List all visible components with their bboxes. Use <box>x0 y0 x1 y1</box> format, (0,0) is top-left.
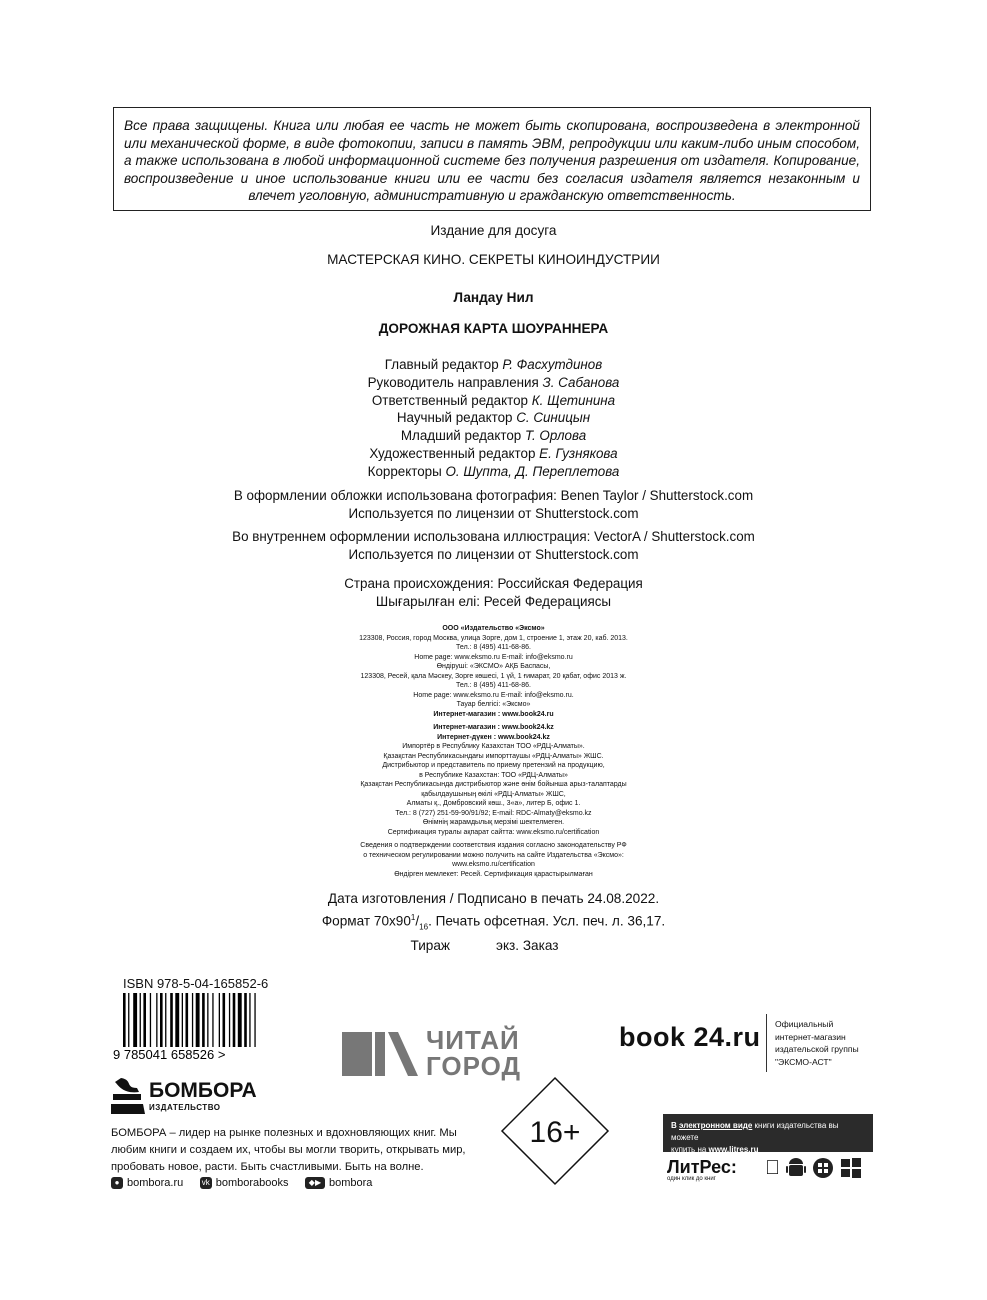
book24-logo: book 24.ru <box>619 1022 761 1052</box>
publisher-line: Тел.: 8 (495) 411-68-86. <box>456 644 531 651</box>
barcode-bar <box>140 993 141 1047</box>
publisher-line: Өндіруші: «ЭКСМО» АҚБ Баспасы, <box>436 663 551 670</box>
litres-line2 <box>671 1144 865 1156</box>
publisher-line: 123308, Россия, город Москва, улица Зорге, дом 1, строение 1, этаж 20, каб. 2013. <box>359 634 628 642</box>
android-icon <box>786 1157 806 1179</box>
credit-role: Главный редактор <box>384 357 499 372</box>
social-web[interactable] <box>111 1177 183 1189</box>
book-title: ДОРОЖНАЯ КАРТА ШОУРАННЕРА <box>378 321 609 336</box>
credit-name: Т. Орлова <box>525 428 587 444</box>
credit-role: Ответственный редактор <box>371 392 528 408</box>
credit-line <box>0 356 987 374</box>
publisher-line: Тел.: 8 (495) 411-68-86. <box>456 682 531 689</box>
barcode-bar <box>160 993 163 1047</box>
publisher-line: Өндірген мемлекет: Ресей. Сертификация қарастырылмаған <box>394 870 593 878</box>
credit-role: Корректоры <box>367 463 442 479</box>
publisher-line: Қазақстан Республикасында дистрибьютор және өнім бойынша арыз-талаптарды <box>360 781 627 788</box>
run-line <box>0 936 987 955</box>
inner-illustration-line: Во внутреннем оформлении использована иллюстрация: VectorA / Shutterstock.com <box>232 529 755 544</box>
publisher-line: Қазақстан Республикасындағы импорттаушы «РДЦ-Алматы» ЖШС. <box>383 752 604 760</box>
barcode <box>113 993 293 1063</box>
country-block <box>0 575 987 611</box>
social-web-label: bombora.ru <box>127 1177 184 1189</box>
publisher-line: www.eksmo.ru/certification <box>452 861 535 868</box>
bombora-social <box>111 1172 384 1190</box>
barcode-bar <box>196 993 200 1047</box>
publisher-line: о техническом регулировании можно получить на сайте Издательства «Эксмо»: <box>363 851 624 859</box>
credit-line <box>0 409 987 427</box>
litres-slogan: один клик до книг <box>667 1176 716 1182</box>
inner-license-line: Используется по лицензии от Shutterstock.com <box>348 546 639 562</box>
publisher-line: қабылдаушының өкілі «РДЦ-Алматы» ЖШС, <box>421 790 566 798</box>
credit-name: О. Шупта, Д. Переплетова <box>445 463 620 479</box>
book24-caption-1: Официальный <box>775 1019 834 1029</box>
edition-type: Издание для досуга <box>430 223 557 238</box>
age-rating-badge <box>500 1076 610 1186</box>
cover-license-line: Используется по лицензии от Shutterstock.com <box>348 505 639 521</box>
country-kz: Шығарылған елі: Ресей Федерациясы <box>375 593 612 609</box>
bombora-description: БОМБОРА – лидер на рынке полезных и вдохновляющих книг. Мы любим книги и создаем их, чтобы вы могли творить, открывать мир, пробовать новое, расти. Быть счастливыми. Быть на волне. <box>111 1127 466 1173</box>
litres-l2a: купить на <box>671 1145 709 1154</box>
book24-caption-3: издательской группы <box>775 1044 859 1054</box>
publisher-line: в Республике Казахстан: ТОО «РДЦ-Алматы» <box>419 771 568 779</box>
bombora-wave-icon <box>111 1076 147 1116</box>
barcode-bar <box>238 993 242 1047</box>
barcode-bar <box>175 993 179 1047</box>
bombora-sub: ИЗДАТЕЛЬСТВО <box>149 1103 221 1112</box>
barcode-bar <box>128 993 129 1047</box>
litres-l1a: В <box>671 1121 679 1130</box>
publisher-line: Интернет-дүкен : www.book24.kz <box>437 733 550 741</box>
format-line: Формат $70x90^1/_{16}$. Печать офсетная. Усл. печ. л. 36,17. <box>321 913 666 932</box>
barcode-bar <box>156 993 157 1047</box>
barcode-bar <box>143 993 146 1047</box>
format-num: 1 <box>410 913 416 922</box>
cover-photo-line: В оформлении обложки использована фотография: Benen Taylor / Shutterstock.com <box>233 488 754 503</box>
social-vk[interactable] <box>200 1177 289 1189</box>
windows-phone-icon <box>812 1157 834 1179</box>
barcode-bar <box>150 993 151 1047</box>
format-den: 16 <box>419 922 429 932</box>
publisher-line: Сертификация туралы ақпарат сайтта: www.eksmo.ru/certification <box>387 828 600 836</box>
barcode-bar <box>223 993 226 1047</box>
publisher-line: Өнімнің жарамдылық мерзімі шектелмеген. <box>422 819 565 826</box>
order-label: экз. Заказ <box>496 938 559 954</box>
litres-banner <box>663 1114 873 1152</box>
barcode-bar <box>182 993 183 1047</box>
chitai-gorod-line1: ЧИТАЙ <box>426 1025 520 1055</box>
publisher-line: Дистрибьютор и представитель по приему претензий на продукцию, <box>382 762 605 769</box>
credit-name: Е. Гузнякова <box>539 445 618 461</box>
apple-icon <box>765 1157 780 1180</box>
book24-caption <box>775 1018 859 1068</box>
publisher-line: Импортёр в Республику Казахстан ТОО «РДЦ-Алматы». <box>402 743 585 750</box>
barcode-bar <box>249 993 250 1047</box>
credit-role: Младший редактор <box>400 428 522 444</box>
barcode-bar <box>207 993 208 1047</box>
bombora-logo <box>111 1076 261 1116</box>
litres-logo: ЛитРес: <box>667 1157 737 1177</box>
publisher-line: Home page: www.eksmo.ru E-mail: info@eksmo.ru <box>414 653 573 661</box>
rights-notice: Все права защищены. Книга или любая ее часть не может быть скопирована, воспроизведена в электронной или механической форме, в виде фотокопии, записи в память ЭВМ, репродукции или каким-либо иным способом, а также использована в любой информационной системе без получения разрешения от издателя. Копирование, воспроизведение и иное использование книги или ее части без согласия издателя является незаконным и влечет уголовную, административную и гражданскую ответственность. <box>124 118 860 204</box>
chitai-gorod-line2: ГОРОД <box>426 1051 522 1081</box>
run-label: Тираж <box>410 938 451 954</box>
book24-caption-4: "ЭКСМО-АСТ" <box>775 1056 832 1067</box>
barcode-bar <box>229 993 230 1047</box>
social-vk-label: bomborabooks <box>215 1177 289 1189</box>
publisher-line: Тауар белгісі: «Эксмо» <box>456 701 531 708</box>
country-ru: Страна происхождения: Российская Федерация <box>344 576 643 591</box>
barcode-bar <box>254 993 255 1047</box>
chitai-gorod-logo <box>342 1024 527 1080</box>
barcode-bar <box>123 993 126 1047</box>
vk-icon: vk <box>201 1178 210 1187</box>
book24-divider <box>766 1014 767 1072</box>
barcode-bar <box>170 993 173 1047</box>
publisher-line: Сведения о подтверждении соответствия издания согласно законодательству РФ <box>360 842 627 849</box>
publisher-line: Home page: www.eksmo.ru E-mail: info@eksmo.ru. <box>413 691 574 699</box>
print-date: Дата изготовления / Подписано в печать 24.08.2022. <box>327 891 660 906</box>
social-telegram[interactable] <box>305 1177 372 1189</box>
credit-name: Р. Фасхутдинов <box>502 357 603 372</box>
credit-line <box>0 374 987 392</box>
publisher-info <box>0 624 987 879</box>
litres-l1b: электронном виде <box>679 1121 753 1130</box>
litres-l2b: www.litres.ru <box>708 1145 759 1154</box>
publisher-line: Алматы қ., Домбровский көш., 3«а», литер Б, офис 1. <box>406 800 581 807</box>
litres-line1 <box>671 1120 865 1144</box>
cover-photo-credit <box>0 487 987 523</box>
chitai-gorod-emblem-icon <box>342 1030 422 1086</box>
rights-notice-box <box>113 107 871 211</box>
credit-line <box>0 463 987 481</box>
credit-line <box>0 427 987 445</box>
author: Ландау Нил <box>453 290 534 305</box>
credit-name: З. Сабанова <box>542 374 620 390</box>
credit-role: Научный редактор <box>396 410 513 426</box>
credit-line <box>0 392 987 410</box>
isbn: ISBN 978-5-04-165852-6 <box>123 976 269 991</box>
credit-role: Художественный редактор <box>369 445 536 461</box>
format-suffix: . Печать офсетная. Усл. печ. л. 36,17. <box>428 913 666 929</box>
litres-l1c: книги издательства вы можете <box>671 1121 839 1142</box>
book24-caption-2: интернет-магазин <box>775 1031 846 1042</box>
windows-icon <box>840 1157 862 1179</box>
social-telegram-label: bombora <box>328 1177 373 1189</box>
publisher-line: 123308, Ресей, қала Мәскеу, Зорге көшесі, 1 үй, 1 ғимарат, 20 қабат, офис 2013 ж. <box>360 672 627 680</box>
barcode-bar <box>233 993 236 1047</box>
publisher-line: ООО «Издательство «Эксмо» <box>442 625 545 632</box>
telegram-icon: ◆▶ <box>305 1177 325 1189</box>
platform-icons <box>765 1157 862 1180</box>
credits-list <box>0 356 987 481</box>
barcode-bar <box>165 993 166 1047</box>
publisher-line: Интернет-магазин : www.book24.ru <box>433 710 554 718</box>
age-rating: 16+ <box>529 1116 581 1149</box>
credit-name: К. Щетинина <box>531 392 616 408</box>
inner-illustration-credit <box>0 528 987 564</box>
barcode-bar <box>219 993 220 1047</box>
bombora-name: БОМБОРА <box>149 1079 257 1102</box>
barcode-bar <box>202 993 205 1047</box>
credit-role: Руководитель направления <box>367 374 539 390</box>
series-title: МАСТЕРСКАЯ КИНО. СЕКРЕТЫ КИНОИНДУСТРИИ <box>327 252 660 267</box>
format-prefix: Формат 70x90 <box>321 913 411 929</box>
print-info <box>0 889 987 955</box>
barcode-bar <box>186 993 189 1047</box>
publisher-line: Интернет-магазин : www.book24.kz <box>433 724 554 731</box>
barcode-bar <box>133 993 137 1047</box>
barcode-bar <box>192 993 193 1047</box>
barcode-bar <box>244 993 247 1047</box>
globe-icon: ● <box>111 1177 123 1189</box>
credit-line <box>0 445 987 463</box>
barcode-bar <box>212 993 213 1047</box>
publisher-line: Тел.: 8 (727) 251-59-90/91/92; E-mail: RDC-Almaty@eksmo.kz <box>395 809 592 817</box>
barcode-digits: 9 785041 658526 > <box>113 1047 226 1062</box>
credit-name: С. Синицын <box>516 410 591 426</box>
